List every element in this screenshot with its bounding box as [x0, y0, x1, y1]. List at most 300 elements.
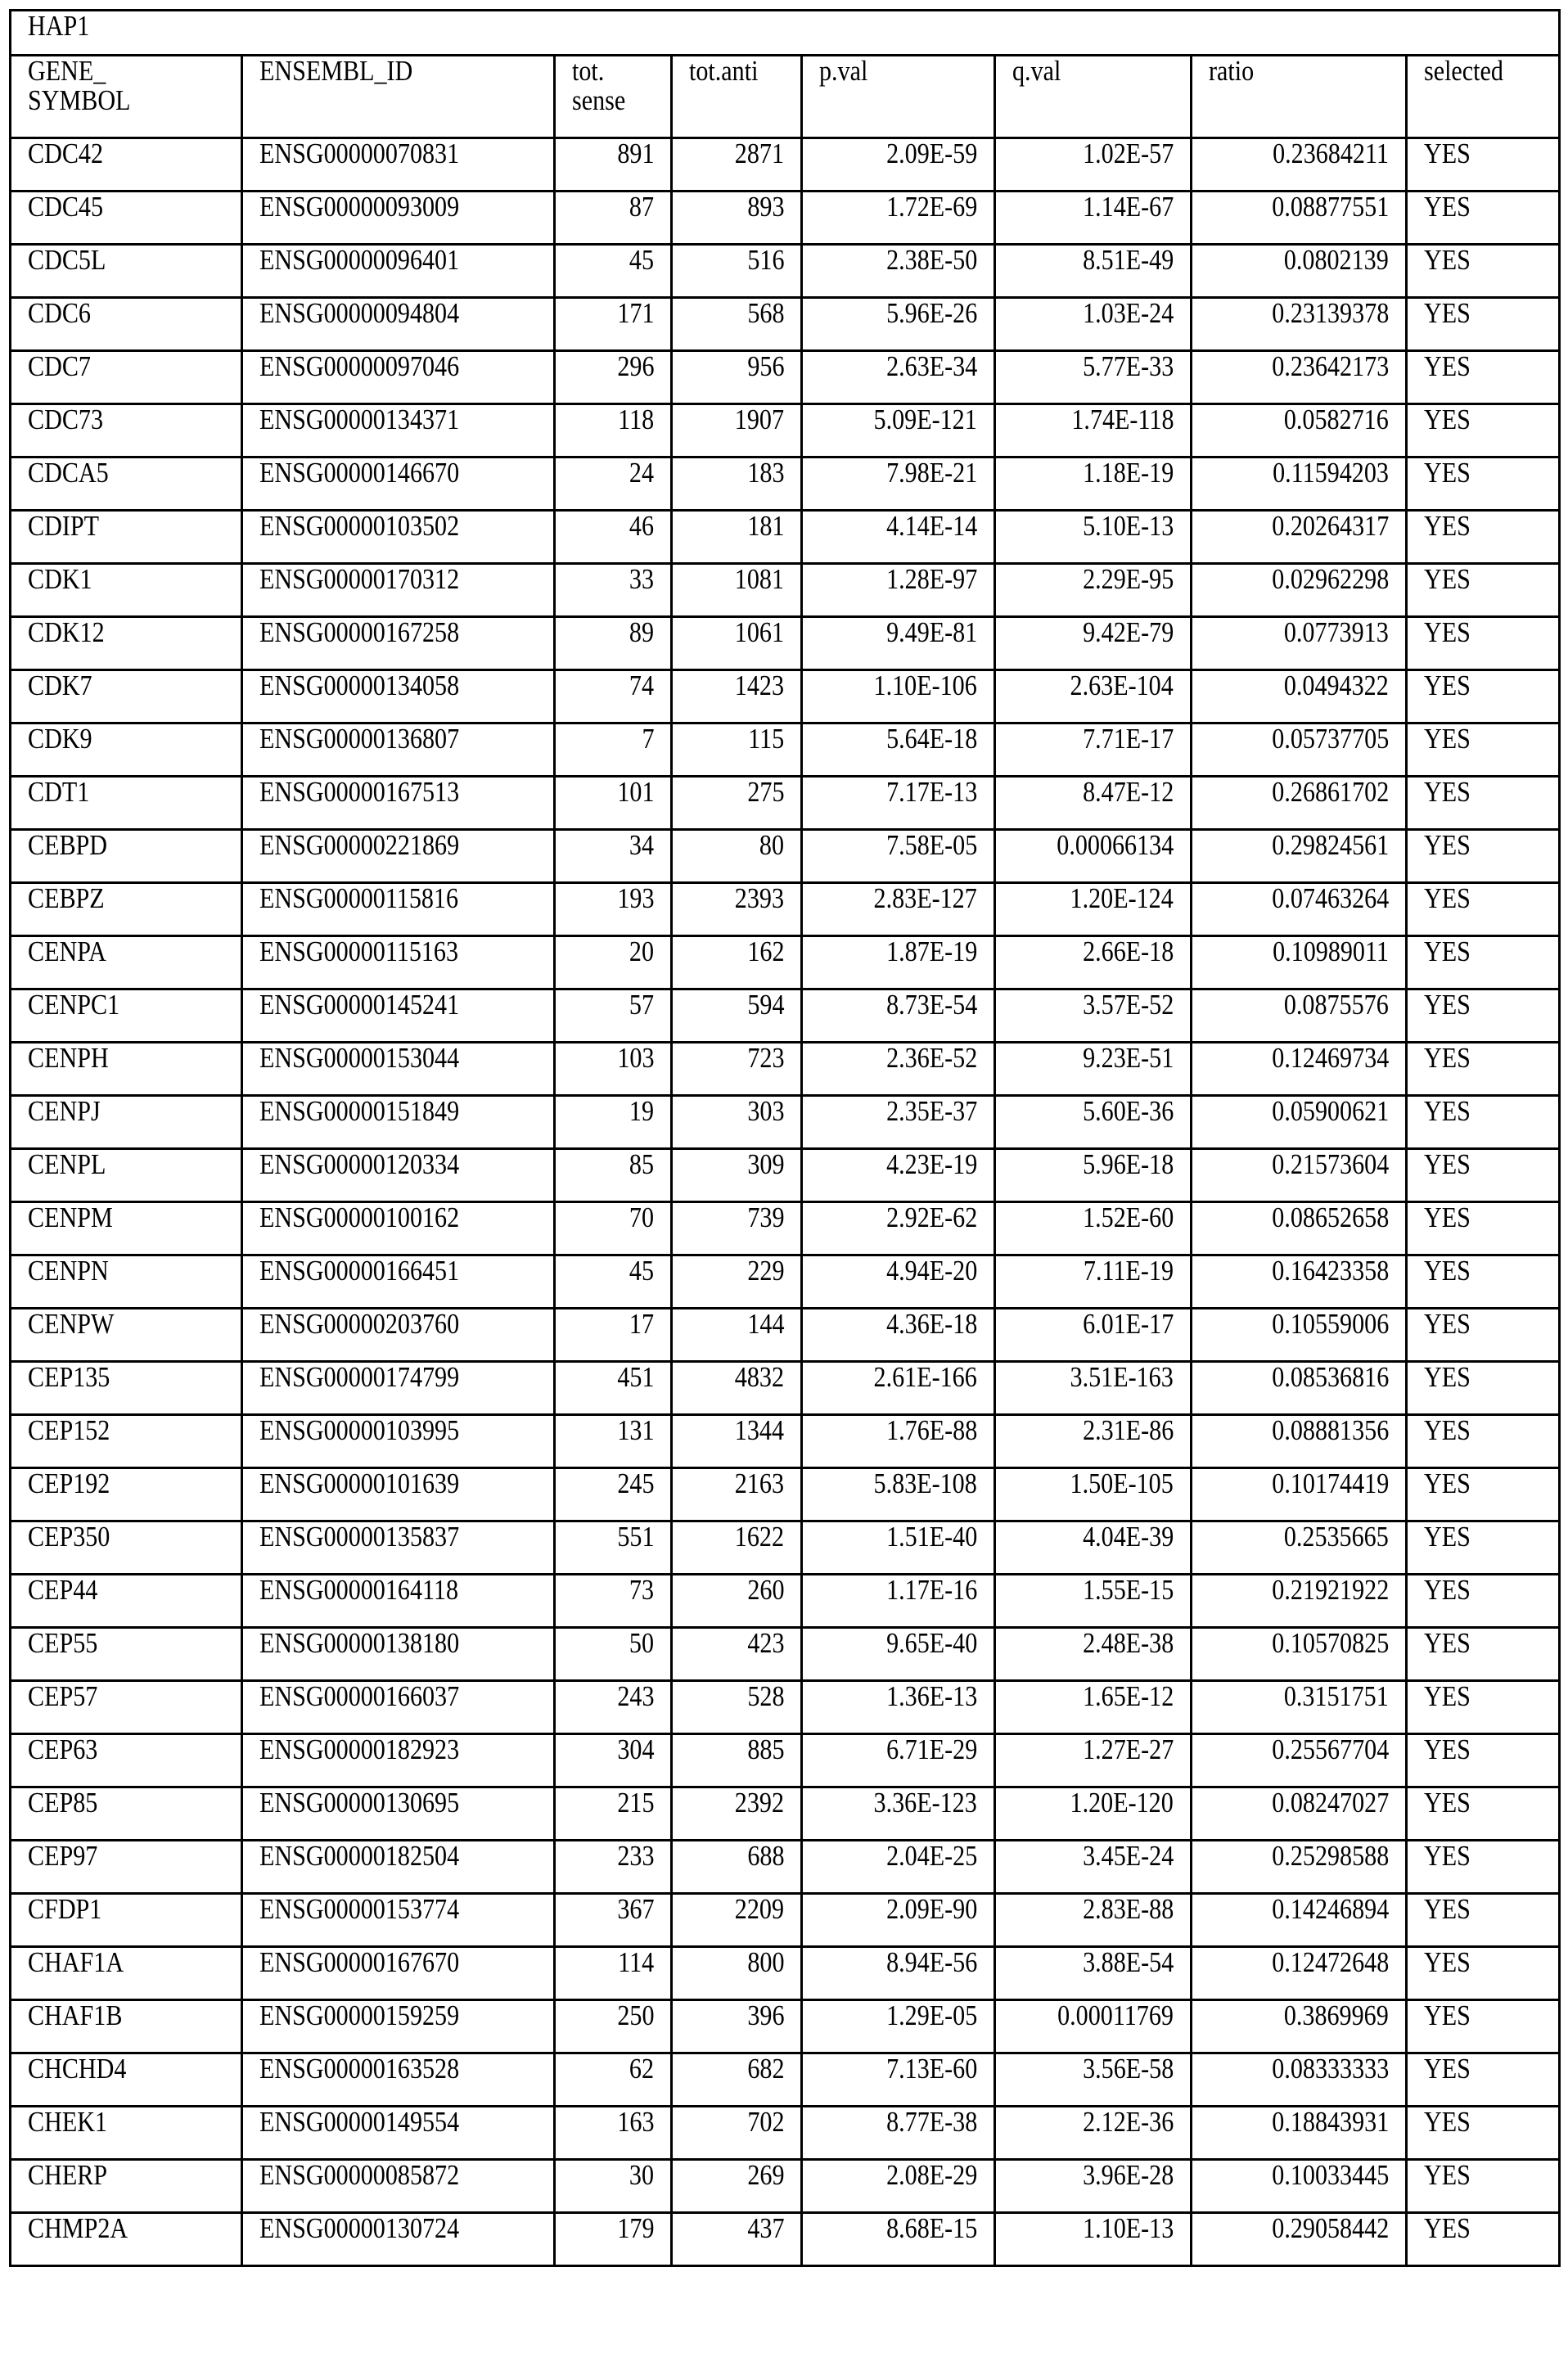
cell-value: 131 — [616, 1414, 654, 1446]
cell-gene-symbol — [11, 830, 242, 883]
cell-ensembl-id — [242, 511, 555, 564]
cell-value: 0.29058442 — [1272, 2212, 1389, 2244]
cell-value: YES — [1424, 829, 1471, 861]
cell-selected — [1407, 192, 1560, 245]
cell-value: 1.76E-88 — [885, 1414, 977, 1446]
cell-p-val — [802, 2053, 995, 2107]
cell-value: YES — [1424, 1095, 1471, 1127]
cell-selected — [1407, 1628, 1560, 1681]
cell-value: 1.72E-69 — [885, 191, 977, 223]
cell-ratio — [1192, 351, 1407, 404]
cell-ensembl-id — [242, 2053, 555, 2107]
cell-value: 396 — [746, 1999, 784, 2031]
cell-gene-symbol — [11, 777, 242, 830]
cell-q-val — [995, 564, 1192, 617]
cell-value: 5.10E-13 — [1082, 510, 1174, 542]
cell-value: CDK9 — [28, 723, 92, 755]
cell-ensembl-id — [242, 2000, 555, 2053]
cell-value: YES — [1424, 563, 1471, 595]
cell-value: 702 — [746, 2106, 784, 2138]
cell-p-val — [802, 936, 995, 989]
cell-p-val — [802, 138, 995, 192]
cell-tot-anti — [672, 617, 802, 670]
cell-gene-symbol — [11, 2053, 242, 2107]
cell-value: 0.20264317 — [1272, 510, 1389, 542]
cell-selected — [1407, 2000, 1560, 2053]
cell-ratio — [1192, 2213, 1407, 2266]
cell-tot-anti — [672, 1362, 802, 1415]
cell-value: 0.21921922 — [1272, 1574, 1389, 1606]
cell-ratio — [1192, 1309, 1407, 1362]
column-header-tot-sense — [555, 56, 672, 138]
cell-gene-symbol — [11, 989, 242, 1043]
cell-value: YES — [1424, 1414, 1471, 1446]
cell-value: 7.13E-60 — [885, 2053, 977, 2085]
cell-value: YES — [1424, 510, 1471, 542]
cell-ratio — [1192, 830, 1407, 883]
cell-selected — [1407, 777, 1560, 830]
cell-value: ENSG00000135837 — [259, 1521, 460, 1553]
cell-value: ENSG00000096401 — [259, 244, 460, 276]
cell-value: 0.05900621 — [1272, 1095, 1389, 1127]
cell-selected — [1407, 936, 1560, 989]
table-title-row — [11, 11, 1560, 56]
cell-gene-symbol — [11, 1787, 242, 1841]
cell-ratio — [1192, 1947, 1407, 2000]
cell-value: ENSG00000093009 — [259, 191, 460, 223]
cell-value: CEP97 — [28, 1840, 98, 1872]
cell-p-val — [802, 1149, 995, 1202]
cell-value: 2.36E-52 — [885, 1042, 977, 1074]
cell-ensembl-id — [242, 2160, 555, 2213]
cell-selected — [1407, 1734, 1560, 1787]
cell-tot-anti — [672, 2000, 802, 2053]
cell-value: 19 — [629, 1095, 654, 1127]
cell-p-val — [802, 1096, 995, 1149]
cell-value: YES — [1424, 1999, 1471, 2031]
cell-ratio — [1192, 2000, 1407, 2053]
column-header-line1: tot. — [572, 55, 605, 87]
cell-value: 891 — [616, 137, 654, 169]
table-row — [11, 2213, 1560, 2266]
cell-tot-anti — [672, 1947, 802, 2000]
cell-value: 0.0773913 — [1284, 616, 1389, 648]
cell-p-val — [802, 298, 995, 351]
cell-value: 5.64E-18 — [885, 723, 977, 755]
cell-value: 516 — [746, 244, 784, 276]
cell-ensembl-id — [242, 2213, 555, 2266]
table-row — [11, 245, 1560, 298]
cell-ratio — [1192, 1362, 1407, 1415]
cell-value: 5.77E-33 — [1082, 350, 1174, 382]
cell-value: 7.71E-17 — [1082, 723, 1174, 755]
cell-p-val — [802, 883, 995, 936]
column-header-label — [1424, 56, 1503, 86]
cell-q-val — [995, 2160, 1192, 2213]
cell-value: 8.47E-12 — [1082, 776, 1174, 808]
table-row — [11, 511, 1560, 564]
cell-value: 2.83E-88 — [1082, 1893, 1174, 1925]
cell-gene-symbol — [11, 2107, 242, 2160]
cell-ensembl-id — [242, 458, 555, 511]
cell-value: 0.02962298 — [1272, 563, 1389, 595]
cell-value: 2.31E-86 — [1082, 1414, 1174, 1446]
cell-value: 2392 — [734, 1787, 784, 1819]
cell-value: 1.14E-67 — [1082, 191, 1174, 223]
table-row — [11, 404, 1560, 458]
cell-gene-symbol — [11, 1362, 242, 1415]
cell-ensembl-id — [242, 1681, 555, 1734]
cell-ratio — [1192, 1681, 1407, 1734]
cell-value: 9.42E-79 — [1082, 616, 1174, 648]
table-row — [11, 723, 1560, 777]
cell-q-val — [995, 245, 1192, 298]
cell-value: 73 — [629, 1574, 654, 1606]
cell-gene-symbol — [11, 1043, 242, 1096]
cell-gene-symbol — [11, 617, 242, 670]
column-header-ensembl-id — [242, 56, 555, 138]
cell-value: 0.18843931 — [1272, 2106, 1389, 2138]
cell-value: 1.02E-57 — [1082, 137, 1174, 169]
cell-selected — [1407, 1841, 1560, 1894]
cell-tot-anti — [672, 351, 802, 404]
cell-value: ENSG00000115816 — [259, 882, 459, 914]
cell-tot-anti — [672, 245, 802, 298]
cell-value: 1.52E-60 — [1082, 1201, 1174, 1233]
table-row — [11, 2160, 1560, 2213]
cell-value: 118 — [617, 403, 654, 435]
cell-q-val — [995, 830, 1192, 883]
cell-ensembl-id — [242, 564, 555, 617]
column-header-line2: ENSEMBL_ID — [259, 55, 413, 87]
cell-ratio — [1192, 404, 1407, 458]
cell-q-val — [995, 192, 1192, 245]
cell-p-val — [802, 1255, 995, 1309]
cell-selected — [1407, 1681, 1560, 1734]
cell-p-val — [802, 670, 995, 723]
cell-value: 682 — [746, 2053, 784, 2085]
cell-value: 3.36E-123 — [873, 1787, 977, 1819]
cell-value: CENPL — [28, 1148, 106, 1180]
cell-gene-symbol — [11, 1947, 242, 2000]
cell-ratio — [1192, 1575, 1407, 1628]
cell-value: 3.57E-52 — [1082, 989, 1174, 1021]
cell-value: 4.04E-39 — [1082, 1521, 1174, 1553]
cell-value: CEP85 — [28, 1787, 98, 1819]
cell-selected — [1407, 351, 1560, 404]
cell-value: 24 — [629, 457, 654, 489]
cell-tot-sense — [555, 883, 672, 936]
cell-value: CHAF1B — [28, 1999, 123, 2031]
cell-ensembl-id — [242, 1309, 555, 1362]
cell-value: YES — [1424, 776, 1471, 808]
cell-value: 171 — [616, 297, 654, 329]
cell-gene-symbol — [11, 298, 242, 351]
cell-value: 215 — [616, 1787, 654, 1819]
cell-value: 0.11594203 — [1273, 457, 1389, 489]
cell-gene-symbol — [11, 192, 242, 245]
cell-ratio — [1192, 670, 1407, 723]
cell-value: YES — [1424, 1521, 1471, 1553]
cell-value: 1.10E-106 — [873, 669, 977, 701]
cell-value: 8.77E-38 — [885, 2106, 977, 2138]
cell-p-val — [802, 2107, 995, 2160]
cell-selected — [1407, 670, 1560, 723]
cell-gene-symbol — [11, 670, 242, 723]
cell-selected — [1407, 1096, 1560, 1149]
cell-ratio — [1192, 1787, 1407, 1841]
cell-value: 183 — [746, 457, 784, 489]
cell-value: YES — [1424, 1893, 1471, 1925]
cell-ratio — [1192, 1521, 1407, 1575]
cell-value: 0.3151751 — [1284, 1680, 1389, 1712]
cell-value: CHERP — [28, 2159, 108, 2191]
cell-p-val — [802, 1362, 995, 1415]
cell-ensembl-id — [242, 298, 555, 351]
cell-value: 7.17E-13 — [885, 776, 977, 808]
cell-value: 7 — [641, 723, 654, 755]
cell-ratio — [1192, 1841, 1407, 1894]
cell-value: 956 — [746, 350, 784, 382]
cell-value: ENSG00000146670 — [259, 457, 460, 489]
cell-value: YES — [1424, 616, 1471, 648]
cell-value: YES — [1424, 2053, 1471, 2085]
column-header-label — [1209, 56, 1254, 86]
cell-tot-anti — [672, 723, 802, 777]
cell-value: CDC42 — [28, 137, 103, 169]
column-header-label — [1012, 56, 1061, 86]
cell-value: 423 — [746, 1627, 784, 1659]
cell-gene-symbol — [11, 138, 242, 192]
cell-value: 0.25567704 — [1272, 1733, 1389, 1765]
cell-value: 594 — [746, 989, 784, 1021]
cell-tot-sense — [555, 1947, 672, 2000]
cell-value: 45 — [629, 1255, 654, 1287]
cell-value: 739 — [746, 1201, 784, 1233]
cell-value: 0.23684211 — [1273, 137, 1389, 169]
cell-p-val — [802, 404, 995, 458]
cell-value: CENPJ — [28, 1095, 101, 1127]
cell-ensembl-id — [242, 617, 555, 670]
cell-tot-sense — [555, 1096, 672, 1149]
cell-value: ENSG00000070831 — [259, 137, 460, 169]
cell-value: 0.12472648 — [1272, 1946, 1389, 1978]
cell-value: YES — [1424, 1946, 1471, 1978]
cell-value: ENSG00000149554 — [259, 2106, 460, 2138]
cell-tot-sense — [555, 1043, 672, 1096]
table-row — [11, 1309, 1560, 1362]
cell-value: CHMP2A — [28, 2212, 128, 2244]
column-header-label — [28, 56, 130, 115]
cell-value: 74 — [629, 669, 654, 701]
cell-value: YES — [1424, 989, 1471, 1021]
cell-tot-anti — [672, 2053, 802, 2107]
cell-value: 45 — [629, 244, 654, 276]
cell-q-val — [995, 1415, 1192, 1468]
cell-value: 0.08247027 — [1272, 1787, 1389, 1819]
cell-value: CHEK1 — [28, 2106, 107, 2138]
gene-table — [9, 9, 1561, 2267]
cell-value: 4832 — [734, 1361, 784, 1393]
cell-value: 551 — [616, 1521, 654, 1553]
cell-ratio — [1192, 617, 1407, 670]
cell-ensembl-id — [242, 1734, 555, 1787]
cell-value: 1061 — [734, 616, 784, 648]
cell-value: 0.08333333 — [1272, 2053, 1389, 2085]
cell-tot-anti — [672, 1787, 802, 1841]
cell-value: 568 — [746, 297, 784, 329]
cell-value: 2.61E-166 — [873, 1361, 977, 1393]
cell-gene-symbol — [11, 351, 242, 404]
cell-value: CEBPZ — [28, 882, 105, 914]
cell-value: 0.00011769 — [1057, 1999, 1174, 2031]
cell-value: 0.10570825 — [1272, 1627, 1389, 1659]
cell-value: 0.10174419 — [1272, 1467, 1389, 1499]
cell-tot-sense — [555, 989, 672, 1043]
cell-value: 3.51E-163 — [1070, 1361, 1174, 1393]
column-header-selected — [1407, 56, 1560, 138]
cell-gene-symbol — [11, 458, 242, 511]
cell-q-val — [995, 883, 1192, 936]
cell-tot-anti — [672, 1043, 802, 1096]
column-header-p-val — [802, 56, 995, 138]
cell-gene-symbol — [11, 245, 242, 298]
table-row — [11, 883, 1560, 936]
cell-ratio — [1192, 723, 1407, 777]
cell-tot-sense — [555, 1894, 672, 1947]
table-header-row — [11, 56, 1560, 138]
cell-value: 1.55E-15 — [1082, 1574, 1174, 1606]
cell-value: CDT1 — [28, 776, 90, 808]
cell-tot-anti — [672, 2213, 802, 2266]
table-row — [11, 564, 1560, 617]
cell-tot-sense — [555, 1734, 672, 1787]
cell-value: 0.00066134 — [1057, 829, 1174, 861]
cell-q-val — [995, 723, 1192, 777]
cell-value: YES — [1424, 1308, 1471, 1340]
cell-value: 0.0494322 — [1284, 669, 1389, 701]
column-header-line2: q.val — [1012, 55, 1061, 87]
cell-tot-anti — [672, 1415, 802, 1468]
table-row — [11, 1149, 1560, 1202]
cell-selected — [1407, 1202, 1560, 1255]
cell-value: ENSG00000130724 — [259, 2212, 460, 2244]
cell-value: CEP57 — [28, 1680, 98, 1712]
cell-p-val — [802, 830, 995, 883]
cell-value: 3.56E-58 — [1082, 2053, 1174, 2085]
cell-selected — [1407, 1149, 1560, 1202]
cell-value: CENPC1 — [28, 989, 120, 1021]
cell-tot-anti — [672, 830, 802, 883]
cell-selected — [1407, 1575, 1560, 1628]
cell-value: 0.2535665 — [1284, 1521, 1389, 1553]
cell-q-val — [995, 1575, 1192, 1628]
cell-ensembl-id — [242, 1415, 555, 1468]
cell-value: CDC6 — [28, 297, 91, 329]
cell-value: 303 — [746, 1095, 784, 1127]
cell-tot-sense — [555, 1521, 672, 1575]
cell-value: 57 — [629, 989, 654, 1021]
column-header-line2: selected — [1424, 55, 1503, 87]
cell-q-val — [995, 1947, 1192, 2000]
cell-value: 1.10E-13 — [1082, 2212, 1174, 2244]
cell-q-val — [995, 1096, 1192, 1149]
cell-value: 2.29E-95 — [1082, 563, 1174, 595]
cell-value: ENSG00000182504 — [259, 1840, 460, 1872]
cell-value: 85 — [629, 1148, 654, 1180]
cell-p-val — [802, 192, 995, 245]
cell-value: 5.09E-121 — [873, 403, 977, 435]
cell-p-val — [802, 1894, 995, 1947]
table-row — [11, 1043, 1560, 1096]
cell-ensembl-id — [242, 1202, 555, 1255]
cell-ratio — [1192, 1468, 1407, 1521]
cell-value: 0.12469734 — [1272, 1042, 1389, 1074]
column-header-tot-anti — [672, 56, 802, 138]
cell-value: 181 — [746, 510, 784, 542]
cell-tot-anti — [672, 511, 802, 564]
cell-value: YES — [1424, 137, 1471, 169]
cell-ensembl-id — [242, 351, 555, 404]
cell-selected — [1407, 617, 1560, 670]
cell-value: 250 — [616, 1999, 654, 2031]
cell-tot-anti — [672, 1149, 802, 1202]
cell-tot-sense — [555, 192, 672, 245]
cell-value: 2.12E-36 — [1082, 2106, 1174, 2138]
cell-p-val — [802, 1841, 995, 1894]
cell-value: YES — [1424, 244, 1471, 276]
cell-value: ENSG00000145241 — [259, 989, 460, 1021]
cell-ratio — [1192, 458, 1407, 511]
cell-value: 0.21573604 — [1272, 1148, 1389, 1180]
cell-value: CEP152 — [28, 1414, 110, 1446]
cell-value: ENSG00000130695 — [259, 1787, 460, 1819]
cell-tot-anti — [672, 298, 802, 351]
column-header-line2: tot.anti — [689, 55, 759, 87]
cell-selected — [1407, 1947, 1560, 2000]
cell-value: ENSG00000103995 — [259, 1414, 460, 1446]
cell-tot-sense — [555, 351, 672, 404]
cell-value: 4.94E-20 — [885, 1255, 977, 1287]
cell-q-val — [995, 1309, 1192, 1362]
cell-value: YES — [1424, 1627, 1471, 1659]
cell-value: 89 — [629, 616, 654, 648]
cell-ensembl-id — [242, 1521, 555, 1575]
cell-value: CDIPT — [28, 510, 99, 542]
cell-value: 0.14246894 — [1272, 1893, 1389, 1925]
cell-value: 243 — [616, 1680, 654, 1712]
cell-value: 193 — [616, 882, 654, 914]
cell-value: YES — [1424, 1733, 1471, 1765]
cell-ensembl-id — [242, 1362, 555, 1415]
cell-value: 115 — [747, 723, 784, 755]
cell-tot-sense — [555, 723, 672, 777]
table-row — [11, 1362, 1560, 1415]
cell-ratio — [1192, 883, 1407, 936]
cell-value: 46 — [629, 510, 654, 542]
cell-q-val — [995, 351, 1192, 404]
cell-ensembl-id — [242, 1096, 555, 1149]
cell-value: 7.98E-21 — [885, 457, 977, 489]
cell-value: 0.05737705 — [1272, 723, 1389, 755]
cell-selected — [1407, 458, 1560, 511]
cell-value: YES — [1424, 1255, 1471, 1287]
table-row — [11, 1255, 1560, 1309]
cell-value: YES — [1424, 1787, 1471, 1819]
cell-value: YES — [1424, 1574, 1471, 1606]
cell-tot-anti — [672, 670, 802, 723]
cell-ratio — [1192, 192, 1407, 245]
